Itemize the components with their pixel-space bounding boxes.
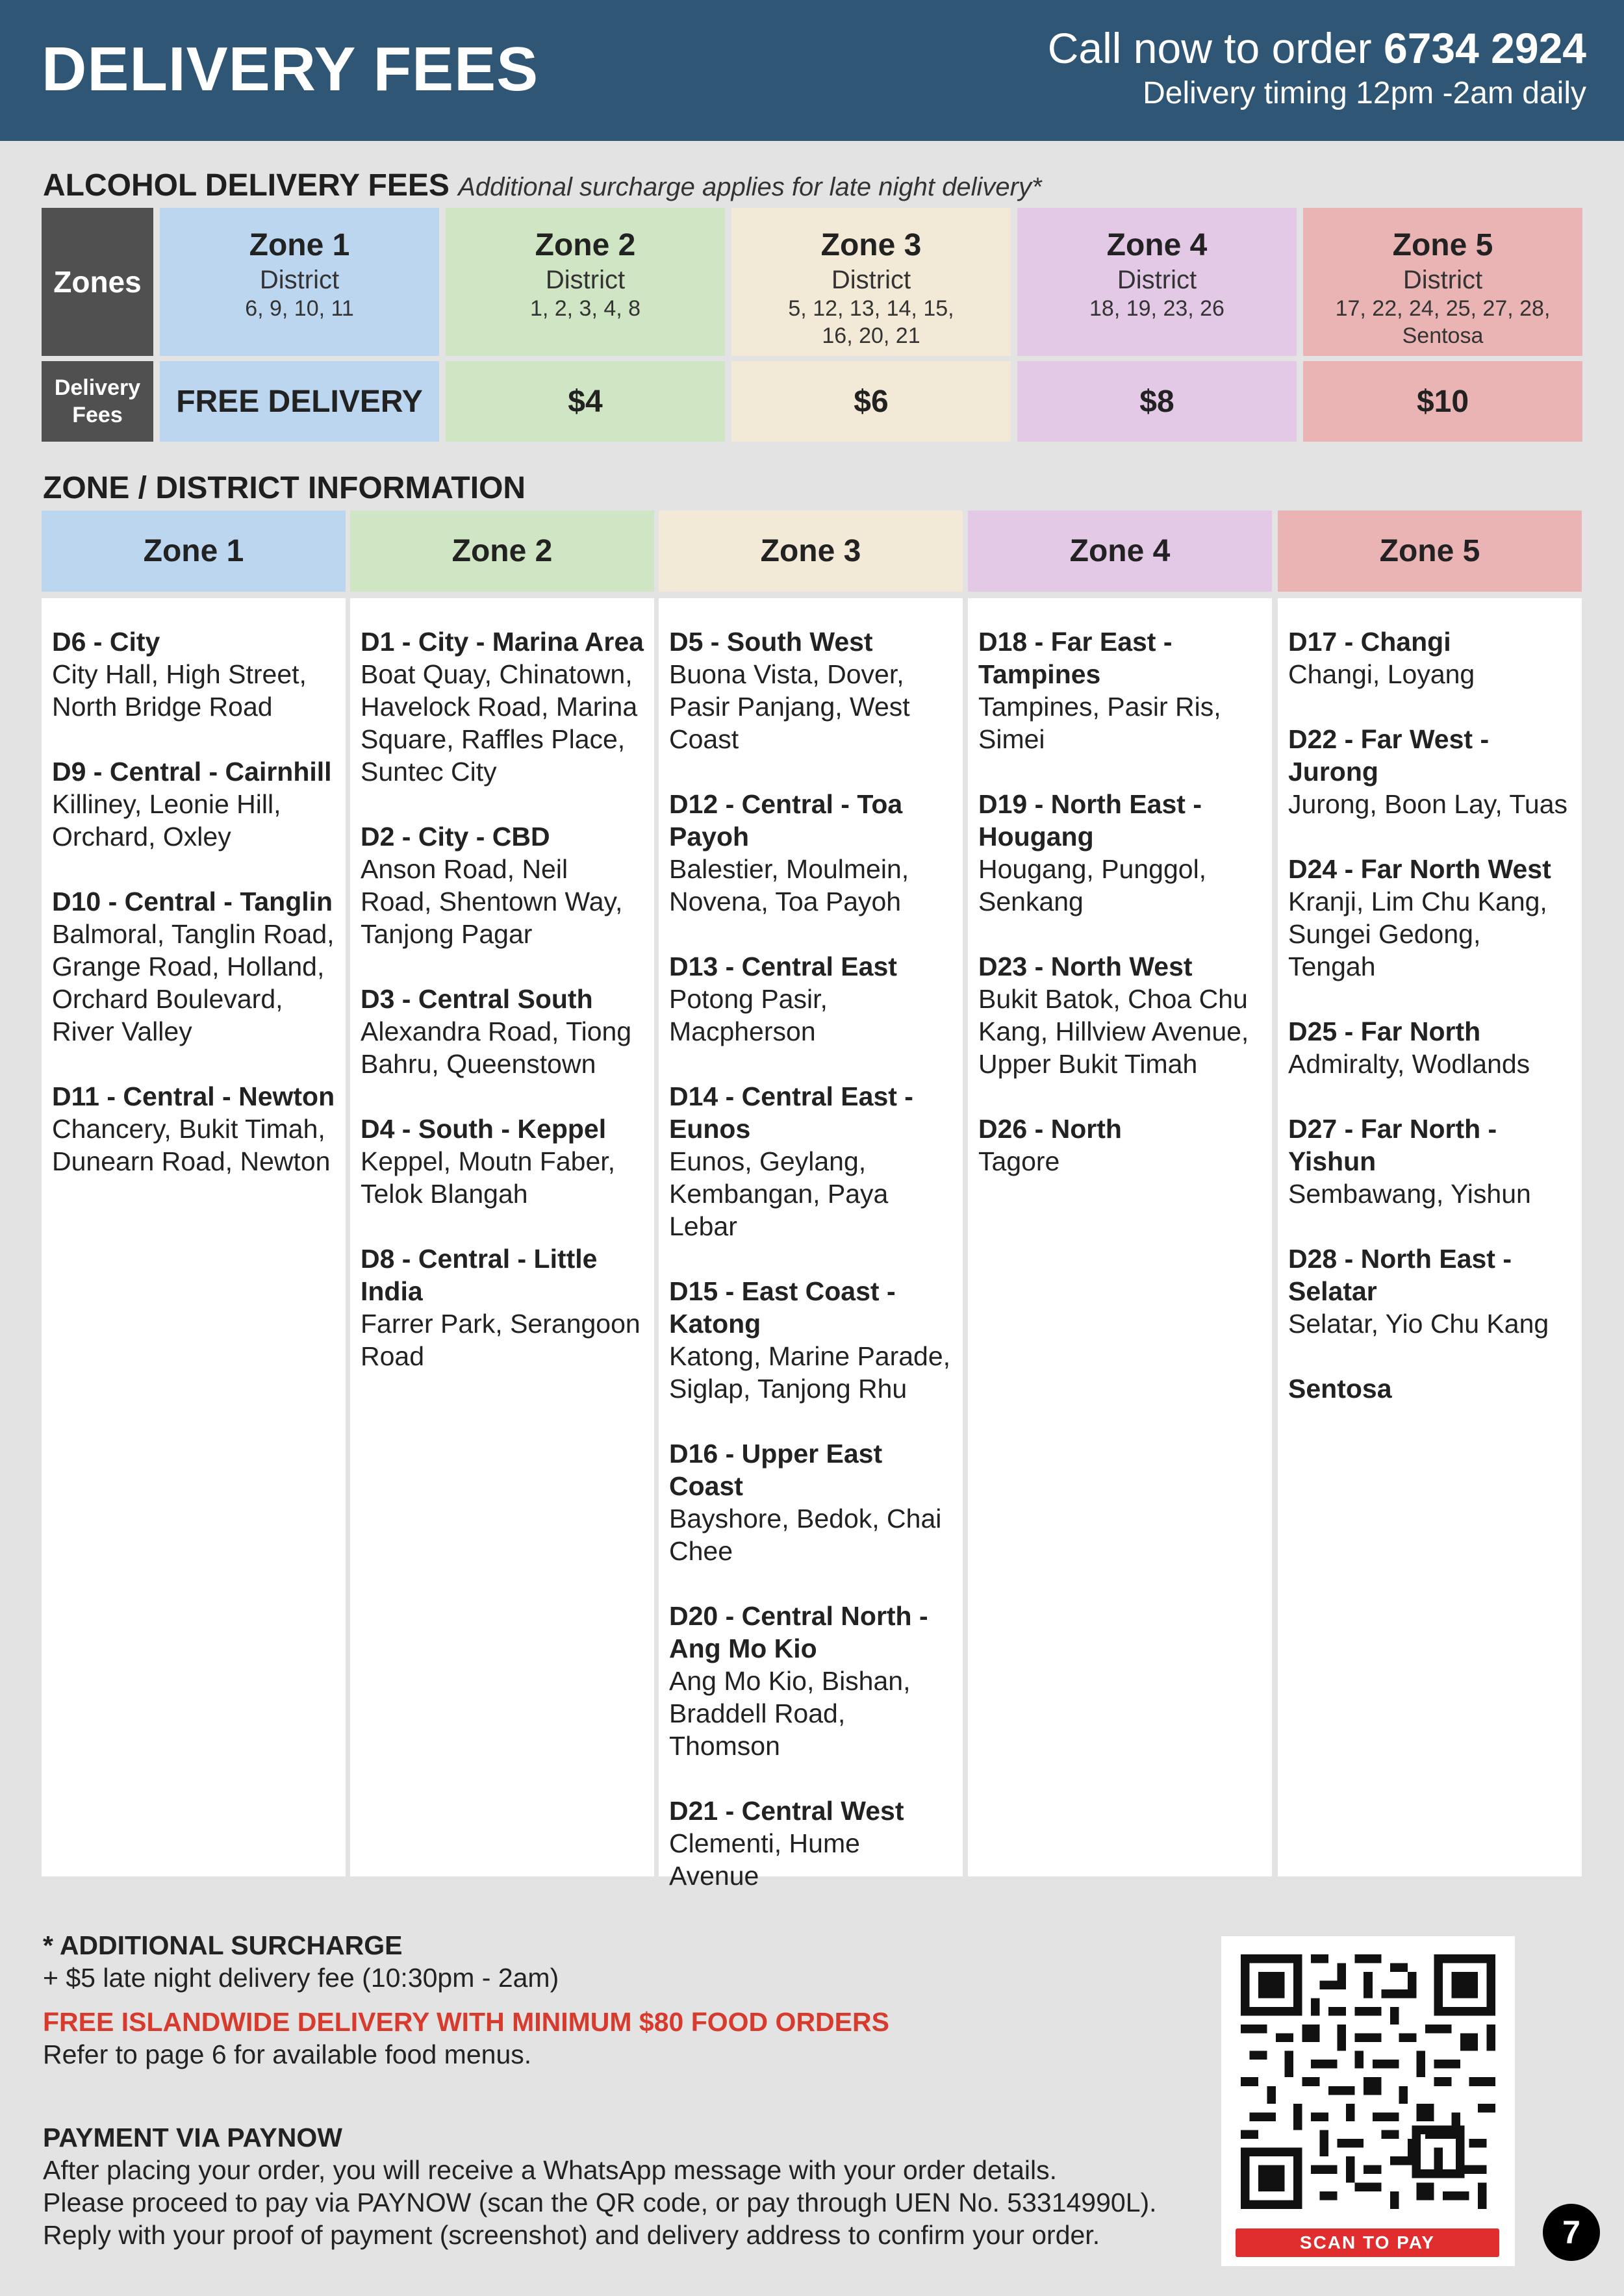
district-areas: Jurong, Boon Lay, Tuas bbox=[1288, 789, 1568, 819]
district-entry bbox=[669, 1795, 952, 1892]
district-entry bbox=[669, 788, 952, 918]
payment-title: PAYMENT VIA PAYNOW bbox=[43, 2123, 342, 2152]
district-areas: Admiralty, Wodlands bbox=[1288, 1049, 1530, 1079]
district-areas: Anson Road, Neil Road, Shentown Way, Tanjong Pagar bbox=[361, 854, 623, 949]
zone-1-district-list bbox=[42, 598, 346, 1876]
call-to-order bbox=[1048, 23, 1586, 73]
district-entry bbox=[669, 625, 952, 755]
district-title: D22 - Far West - Jurong bbox=[1288, 724, 1490, 787]
district-entry bbox=[978, 1113, 1262, 1178]
zone-1-fee: FREE DELIVERY bbox=[160, 361, 439, 442]
district-info-title: ZONE / DISTRICT INFORMATION bbox=[43, 471, 526, 505]
district-entry bbox=[361, 1243, 644, 1372]
zone-3-header bbox=[731, 208, 1011, 356]
district-title: D20 - Central North - Ang Mo Kio bbox=[669, 1601, 928, 1663]
zone-2-header bbox=[446, 208, 725, 356]
qr-code-icon[interactable] bbox=[1241, 1954, 1495, 2209]
district-entry bbox=[52, 755, 335, 853]
district-entry bbox=[1288, 625, 1571, 690]
delivery-timing: Delivery timing 12pm -2am daily bbox=[1143, 76, 1586, 110]
district-entry bbox=[1288, 723, 1571, 820]
zone-3-column-header: Zone 3 bbox=[659, 511, 963, 592]
district-title: D24 - Far North West bbox=[1288, 854, 1551, 884]
alcohol-fees-table bbox=[42, 208, 1582, 442]
alcohol-fees-heading bbox=[43, 168, 1042, 203]
zone-5-header bbox=[1303, 208, 1582, 356]
district-areas: Balmoral, Tanglin Road, Grange Road, Holland, Orchard Boulevard, River Valley bbox=[52, 919, 335, 1046]
payment-line-1: After placing your order, you will receive a WhatsApp message with your order details. bbox=[43, 2155, 1058, 2185]
district-title: D2 - City - CBD bbox=[361, 822, 550, 852]
district-areas: Boat Quay, Chinatown, Havelock Road, Marina Square, Raffles Place, Suntec City bbox=[361, 659, 638, 787]
district-title: D28 - North East - Selatar bbox=[1288, 1244, 1512, 1306]
district-title: D1 - City - Marina Area bbox=[361, 627, 644, 657]
district-entry bbox=[669, 1600, 952, 1762]
district-areas: Sembawang, Yishun bbox=[1288, 1179, 1531, 1209]
district-title: D25 - Far North bbox=[1288, 1016, 1481, 1046]
district-title: D15 - East Coast - Katong bbox=[669, 1276, 896, 1339]
district-entry bbox=[669, 1437, 952, 1567]
zone-5-district-list bbox=[1278, 598, 1582, 1876]
free-delivery-banner: FREE ISLANDWIDE DELIVERY WITH MINIMUM $80 FOOD ORDERS bbox=[43, 2007, 889, 2037]
district-areas: Farrer Park, Serangoon Road bbox=[361, 1309, 641, 1371]
district-areas: Changi, Loyang bbox=[1288, 659, 1475, 689]
delivery-fees-label bbox=[42, 361, 153, 442]
district-title: D23 - North West bbox=[978, 952, 1193, 981]
zone-4-fee: $8 bbox=[1017, 361, 1297, 442]
page-title: DELIVERY FEES bbox=[42, 34, 539, 104]
district-title: D8 - Central - Little India bbox=[361, 1244, 598, 1306]
district-title: D9 - Central - Cairnhill bbox=[52, 757, 332, 787]
delivery-fees-label-line2: Fees bbox=[72, 403, 123, 427]
district-areas: Balestier, Moulmein, Novena, Toa Payoh bbox=[669, 854, 909, 916]
zone-4-district-list bbox=[968, 598, 1272, 1876]
zone-name: Zone 1 bbox=[249, 228, 350, 262]
paynow-qr-card[interactable] bbox=[1221, 1936, 1515, 2266]
district-areas: Bayshore, Bedok, Chai Chee bbox=[669, 1504, 942, 1566]
zone-3-fee: $6 bbox=[731, 361, 1011, 442]
district-title: D10 - Central - Tanglin bbox=[52, 887, 333, 916]
zone-name: Zone 2 bbox=[535, 228, 636, 262]
district-areas: City Hall, High Street, North Bridge Road bbox=[52, 659, 307, 722]
district-areas: Buona Vista, Dover, Pasir Panjang, West Coast bbox=[669, 659, 910, 754]
district-entry bbox=[1288, 1243, 1571, 1340]
district-entry bbox=[52, 885, 335, 1048]
district-areas: Kranji, Lim Chu Kang, Sungei Gedong, Tengah bbox=[1288, 887, 1547, 981]
district-title: D17 - Changi bbox=[1288, 627, 1451, 657]
district-label: District bbox=[1117, 266, 1197, 294]
district-areas: Potong Pasir, Macpherson bbox=[669, 984, 828, 1046]
district-title: D19 - North East - Hougang bbox=[978, 789, 1202, 852]
district-label: District bbox=[259, 266, 340, 294]
district-entry bbox=[978, 950, 1262, 1080]
district-entry bbox=[1288, 1015, 1571, 1080]
district-list: 18, 19, 23, 26 bbox=[1089, 296, 1224, 321]
district-list: 1, 2, 3, 4, 8 bbox=[529, 296, 641, 321]
district-title: D4 - South - Keppel bbox=[361, 1114, 607, 1144]
district-entry bbox=[361, 983, 644, 1080]
delivery-fees-label-line1: Delivery bbox=[54, 375, 141, 400]
district-list: 17, 22, 24, 25, 27, 28, bbox=[1335, 296, 1551, 321]
district-areas: Bukit Batok, Choa Chu Kang, Hillview Avenue, Upper Bukit Timah bbox=[978, 984, 1249, 1079]
district-title: D5 - South West bbox=[669, 627, 873, 657]
district-entry bbox=[1288, 1113, 1571, 1210]
district-label: District bbox=[545, 266, 626, 294]
zones-label: Zones bbox=[42, 208, 153, 356]
zone-5-column-header: Zone 5 bbox=[1278, 511, 1582, 592]
district-entry bbox=[978, 788, 1262, 918]
district-label: District bbox=[1402, 266, 1483, 294]
page-number: 7 bbox=[1543, 2204, 1600, 2261]
district-title: D12 - Central - Toa Payoh bbox=[669, 789, 903, 852]
district-entry bbox=[52, 1080, 335, 1178]
district-entry bbox=[978, 625, 1262, 755]
payment-line-2: Please proceed to pay via PAYNOW (scan the QR code, or pay through UEN No. 53314990L). bbox=[43, 2188, 1157, 2217]
district-list: 6, 9, 10, 11 bbox=[245, 296, 354, 321]
zone-1-header bbox=[160, 208, 439, 356]
district-list-cont: Sentosa bbox=[1402, 323, 1484, 348]
zone-1-column-header: Zone 1 bbox=[42, 511, 346, 592]
district-areas: Keppel, Moutn Faber, Telok Blangah bbox=[361, 1146, 616, 1209]
district-entry bbox=[361, 625, 644, 788]
district-entry bbox=[361, 1113, 644, 1210]
surcharge-title: * ADDITIONAL SURCHARGE bbox=[43, 1930, 403, 1960]
zone-name: Zone 5 bbox=[1392, 228, 1493, 262]
zone-name: Zone 4 bbox=[1106, 228, 1208, 262]
refer-menu-note: Refer to page 6 for available food menus. bbox=[43, 2039, 532, 2069]
district-entry bbox=[361, 820, 644, 950]
district-list-cont: 16, 20, 21 bbox=[822, 323, 920, 348]
district-entry bbox=[1288, 853, 1571, 983]
district-title: D13 - Central East bbox=[669, 952, 897, 981]
district-areas: Killiney, Leonie Hill, Orchard, Oxley bbox=[52, 789, 281, 852]
district-areas: Tampines, Pasir Ris, Simei bbox=[978, 692, 1221, 754]
header-banner bbox=[0, 0, 1624, 141]
district-entry bbox=[669, 1080, 952, 1243]
district-title: D16 - Upper East Coast bbox=[669, 1439, 883, 1501]
district-entry bbox=[669, 1275, 952, 1405]
zone-2-fee: $4 bbox=[446, 361, 725, 442]
district-title: Sentosa bbox=[1288, 1374, 1392, 1404]
district-areas: Eunos, Geylang, Kembangan, Paya Lebar bbox=[669, 1146, 889, 1241]
scan-to-pay-button[interactable]: SCAN TO PAY bbox=[1236, 2228, 1499, 2257]
payment-line-3: Reply with your proof of payment (screenshot) and delivery address to confirm your order. bbox=[43, 2220, 1100, 2250]
district-entry bbox=[52, 625, 335, 723]
district-areas: Alexandra Road, Tiong Bahru, Queenstown bbox=[361, 1016, 632, 1079]
district-areas: Selatar, Yio Chu Kang bbox=[1288, 1309, 1549, 1339]
alcohol-fees-title: ALCOHOL DELIVERY FEES bbox=[43, 168, 450, 203]
district-title: D21 - Central West bbox=[669, 1796, 904, 1826]
district-areas: Hougang, Punggol, Senkang bbox=[978, 854, 1207, 916]
phone-number[interactable]: 6734 2924 bbox=[1384, 24, 1586, 72]
district-areas: Tagore bbox=[978, 1146, 1060, 1176]
zone-4-header bbox=[1017, 208, 1297, 356]
call-prefix: Call now to order bbox=[1047, 24, 1372, 72]
district-areas: Chancery, Bukit Timah, Dunearn Road, Newton bbox=[52, 1114, 331, 1176]
district-entry bbox=[669, 950, 952, 1048]
district-title: D14 - Central East - Eunos bbox=[669, 1081, 913, 1144]
surcharge-note: Additional surcharge applies for late night delivery* bbox=[458, 173, 1042, 201]
district-areas: Clementi, Hume Avenue bbox=[669, 1828, 860, 1891]
district-areas: Ang Mo Kio, Bishan, Braddell Road, Thomson bbox=[669, 1666, 911, 1761]
district-areas: Katong, Marine Parade, Siglap, Tanjong Rhu bbox=[669, 1341, 951, 1404]
district-title: D26 - North bbox=[978, 1114, 1122, 1144]
zone-3-district-list bbox=[659, 598, 963, 1891]
zone-name: Zone 3 bbox=[820, 228, 922, 262]
district-title: D11 - Central - Newton bbox=[52, 1081, 335, 1111]
district-title: D27 - Far North - Yishun bbox=[1288, 1114, 1497, 1176]
zone-4-column-header: Zone 4 bbox=[968, 511, 1272, 592]
zone-2-column-header: Zone 2 bbox=[350, 511, 654, 592]
surcharge-detail: + $5 late night delivery fee (10:30pm - 2am) bbox=[43, 1963, 559, 1993]
zone-5-fee: $10 bbox=[1303, 361, 1582, 442]
district-title: D6 - City bbox=[52, 627, 160, 657]
district-title: D3 - Central South bbox=[361, 984, 593, 1014]
district-title: D18 - Far East - Tampines bbox=[978, 627, 1173, 689]
district-entry bbox=[1288, 1372, 1571, 1405]
district-list: 5, 12, 13, 14, 15, bbox=[788, 296, 954, 321]
district-label: District bbox=[831, 266, 911, 294]
zone-2-district-list bbox=[350, 598, 654, 1876]
